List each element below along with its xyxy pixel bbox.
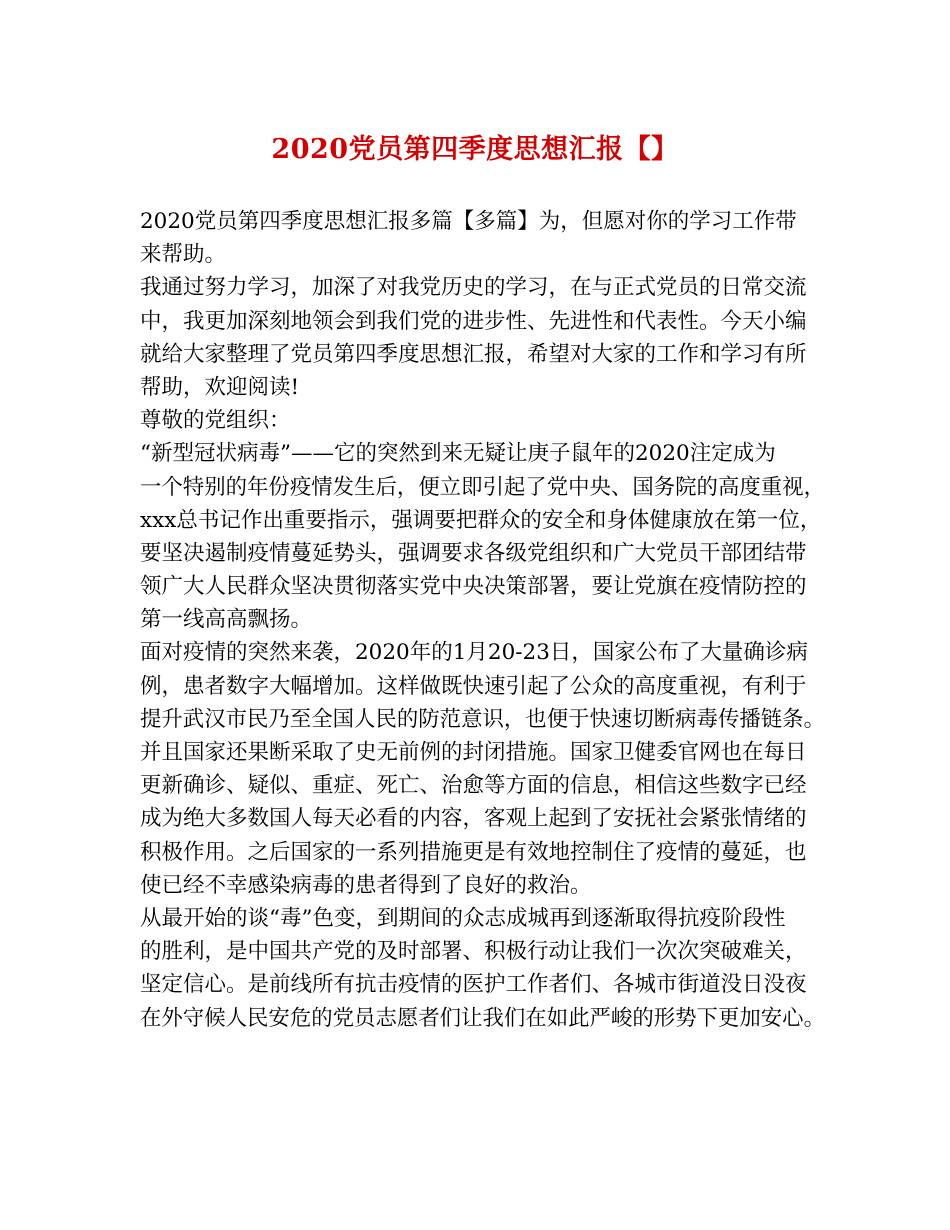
- paragraph-line: 来帮助。: [140, 242, 227, 268]
- paragraph: [140, 902, 825, 1035]
- paragraph-line: xxx总书记作出重要指示，强调要把群众的安全和身体健康放在第一位，: [140, 507, 822, 533]
- paragraph-line: 坚定信心。是前线所有抗击疫情的医护工作者们、各城市街道没日没夜: [140, 972, 807, 998]
- paragraph-line: 第一线高高飘扬。: [140, 607, 313, 633]
- paragraph-line: 并且国家还果断采取了史无前例的封闭措施。国家卫健委官网也在每日: [140, 740, 807, 765]
- paragraph-line: 中，我更加深刻地领会到我们党的进步性、先进性和代表性。今天小编: [140, 308, 807, 334]
- document-body: [140, 205, 825, 1035]
- paragraph-line: 的胜利，是中国共产党的及时部署、积极行动让我们一次次突破难关，: [140, 939, 807, 965]
- paragraph: [140, 636, 825, 902]
- paragraph-line: “新型冠状病毒”——它的突然到来无疑让庚子鼠年的2020注定成为: [140, 441, 776, 467]
- paragraph-line: 我通过努力学习，加深了对我党历史的学习，在与正式党员的日常交流: [140, 275, 807, 301]
- document-title: 2020党员第四季度思想汇报【】: [271, 134, 679, 165]
- paragraph-line: 成为绝大多数国人每天必看的内容，客观上起到了安抚社会紧张情绪的: [140, 806, 807, 832]
- paragraph: [140, 404, 820, 437]
- paragraph-line: 面对疫情的突然来袭，2020年的1月20-23日，国家公布了大量确诊病: [140, 640, 808, 666]
- paragraph-line: 更新确诊、疑似、重症、死亡、治愈等方面的信息，相信这些数字已经: [140, 773, 807, 799]
- paragraph-line: 积极作用。之后国家的一系列措施更是有效地控制住了疫情的蔓延，也: [140, 839, 807, 865]
- paragraph-line: 就给大家整理了党员第四季度思想汇报，希望对大家的工作和学习有所: [140, 341, 807, 367]
- paragraph-line: 2020党员第四季度思想汇报多篇【多篇】为，但愿对你的学习工作带: [140, 209, 797, 234]
- paragraph: [140, 271, 820, 404]
- paragraph-line: 从最开始的谈“毒”色变，到期间的众志成城再到逐渐取得抗疫阶段性: [140, 905, 786, 931]
- paragraph-line: 例，患者数字大幅增加。这样做既快速引起了公众的高度重视，有利于: [140, 673, 807, 699]
- paragraph-line: 提升武汉市民乃至全国人民的防范意识，也便于快速切断病毒传播链条。: [140, 706, 825, 732]
- paragraph-line: 一个特别的年份疫情发生后，便立即引起了党中央、国务院的高度重视，: [140, 474, 825, 500]
- paragraph-line: 在外守候人民安危的党员志愿者们让我们在如此严峻的形势下更加安心。: [140, 1005, 825, 1031]
- paragraph-line: 要坚决遏制疫情蔓延势头，强调要求各级党组织和广大党员干部团结带: [140, 540, 807, 566]
- paragraph-line: 领广大人民群众坚决贯彻落实党中央决策部署，要让党旗在疫情防控的: [140, 574, 807, 600]
- paragraph: [140, 437, 825, 636]
- paragraph-line: 使已经不幸感染病毒的患者得到了良好的救治。: [140, 872, 592, 898]
- paragraph-line: 帮助，欢迎阅读!: [140, 374, 300, 400]
- paragraph-line: 尊敬的党组织：: [140, 408, 291, 434]
- paragraph: [140, 205, 820, 271]
